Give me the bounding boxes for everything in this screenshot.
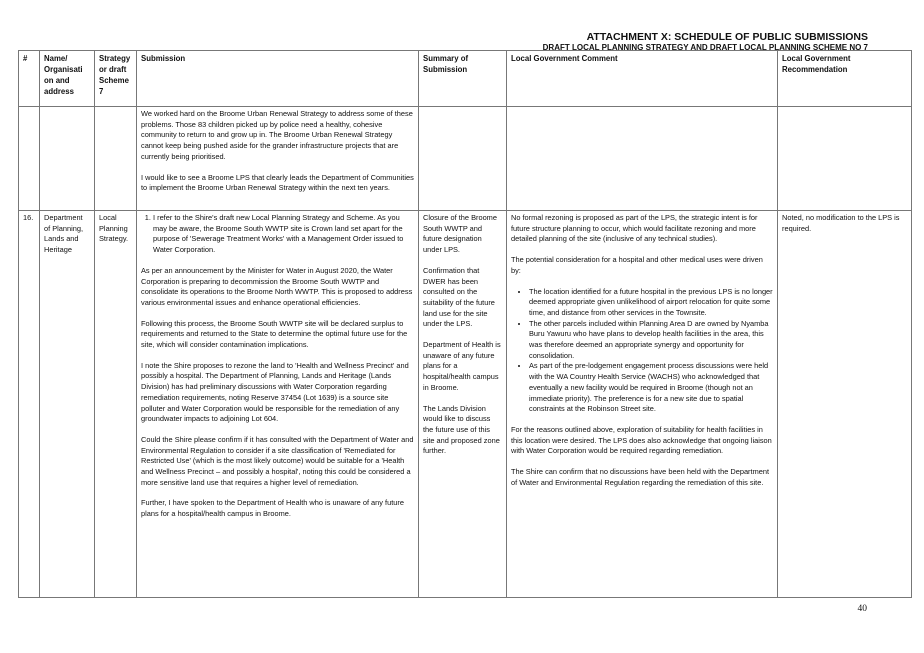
comment-bullet: • As part of the pre-lodgement engagement process discussions were held with the WA Country Health Service (WACHS) who acknowledged that eventually a new facility would be required in Broome (though not an immediate priority). The preference is for a new site due to spatial constraints at the Robinson Street site. [529, 361, 773, 415]
column-header-recommendation: Local Government Recommendation [778, 51, 912, 107]
summary-paragraph: Closure of the Broome South WWTP and future designation under LPS. [423, 213, 497, 255]
submission-paragraph: Further, I have spoken to the Department of Health who is unaware of any future plans for a hospital/health campus in Broome. [141, 498, 404, 519]
submission-paragraph: Following this process, the Broome South WWTP site will be declared surplus to requirements and returned to the State to determine the optimal future use for the site, which will consider contamination implications. [141, 318, 408, 350]
submission-list [141, 213, 414, 256]
summary-paragraph: The Lands Division would like to discuss the future use of this site and proposed zone further. [423, 403, 500, 456]
comment-bullet: • The other parcels included within Planning Area D are owned by Nyamba Buru Yawuru who have plans to develop health facilities in the area, this was therefore deemed an appropriate synergy and opportunity for consolidation. [529, 319, 773, 362]
cell-recommendation [778, 107, 912, 211]
cell-submission [137, 107, 419, 211]
summary-paragraph: Confirmation that DWER has been consulted on the suitability of the future land use for the site under the LPS. [423, 265, 495, 329]
summary-paragraph: Department of Health is unaware of any future plans for a hospital/health campus in Broome. [423, 340, 501, 392]
comment-paragraph: No formal rezoning is proposed as part of the LPS, the strategic intent is for future structure planning to occur, which would facilitate rezoning and more detailed planning of the site (inclusive of any technical studies). [511, 213, 758, 244]
comment-paragraph: For the reasons outlined above, exploration of suitability for health facilities in this location were desired. The LPS does also acknowledge that ongoing liaison with Water Corporation would be required regarding remediation. [511, 424, 772, 456]
table-row-16 [19, 211, 912, 598]
cell-comment [507, 107, 778, 211]
cell-recommendation: Noted, no modification to the LPS is required. [778, 211, 912, 598]
comment-paragraph: The potential consideration for a hospital and other medical uses were driven by: [511, 255, 763, 275]
cell-summary [419, 211, 507, 598]
submission-paragraph: Could the Shire please confirm if it has consulted with the Department of Water and Environmental Regulation to consider if a site classification of 'Remediated for Restricted Use' (which is the most likely outcome) would be suitable for a 'Health and Wellness Precinct – and possibly a hospital', noting this could be considered a more sensitive land use that requires a higher level of remediation. [141, 434, 414, 487]
column-header-name: Name/ Organisati on and address [40, 51, 95, 107]
table-row-continued [19, 107, 912, 211]
submissions-table [18, 50, 912, 598]
column-header-submission: Submission [137, 51, 419, 107]
column-header-summary: Summary of Submission [419, 51, 507, 107]
cell-comment [507, 211, 778, 598]
cell-number: 16. [19, 211, 40, 598]
submission-list-item: 1. I refer to the Shire's draft new Local Planning Strategy and Scheme. As you may be aware, the Broome South WWTP site is Crown land set apart for the purpose of 'Sewerage Treatment Works' with a Management Order issued to Water Corporation. [153, 213, 414, 256]
document-subtitle: DRAFT LOCAL PLANNING STRATEGY AND DRAFT LOCAL PLANNING SCHEME NO 7 [542, 43, 868, 52]
cell-number [19, 107, 40, 211]
cell-submission [137, 211, 419, 598]
column-header-strategy: Strategy or draft Scheme 7 [95, 51, 137, 107]
comment-paragraph: The Shire can confirm that no discussions have been held with the Department of Water and Environmental Regulation regarding the remediation of this site. [511, 467, 769, 487]
page-number: 40 [857, 604, 867, 614]
cell-name: Department of Planning, Lands and Heritage [40, 211, 95, 598]
cell-strategy: Local Planning Strategy. [95, 211, 137, 598]
cell-name [40, 107, 95, 211]
table-header-row [19, 51, 912, 107]
submission-paragraph: I would like to see a Broome LPS that clearly leads the Department of Communities to implement the Broome Urban Renewal Strategy within the next ten years. [141, 172, 414, 193]
cell-summary [419, 107, 507, 211]
column-header-comment: Local Government Comment [507, 51, 778, 107]
submission-paragraph: We worked hard on the Broome Urban Renewal Strategy to address some of these problems. Those 83 children picked up by police need a healthy, cohesive community to return to and grow up in. The Broome Urban Renewal Strategy cannot keep being pushed aside for the grander infrastructure projects that are currently being prioritised. [141, 109, 413, 161]
column-header-number: # [19, 51, 40, 107]
document-title: ATTACHMENT X: SCHEDULE OF PUBLIC SUBMISSIONS [586, 31, 868, 43]
comment-bullet: • The location identified for a future hospital in the previous LPS is no longer deemed appropriate given unlikelihood of airport relocation for quite some time, and distance from other services in the Townsite. [529, 287, 773, 319]
cell-strategy [95, 107, 137, 211]
submission-paragraph: I note the Shire proposes to rezone the land to 'Health and Wellness Precinct' and possibly a hospital. The Department of Planning, Lands and Heritage (Lands Division) has had preliminary discussions with Water Corporation regarding remediation requirements, noting Reserve 37454 (Lot 1639) is a source site polluter and Water Corporation would be responsible for the remediation of any groundwater impacts to adjoining Lot 604. [141, 360, 409, 424]
comment-bullet-list [511, 287, 773, 415]
submission-paragraph: As per an announcement by the Minister for Water in August 2020, the Water Corporation is preparing to decommission the Broome South WWTP and consolidate its operations to the Broome North WWTP. This is proposed to address various environmental issues and enhance operational efficiencies. [141, 265, 413, 307]
